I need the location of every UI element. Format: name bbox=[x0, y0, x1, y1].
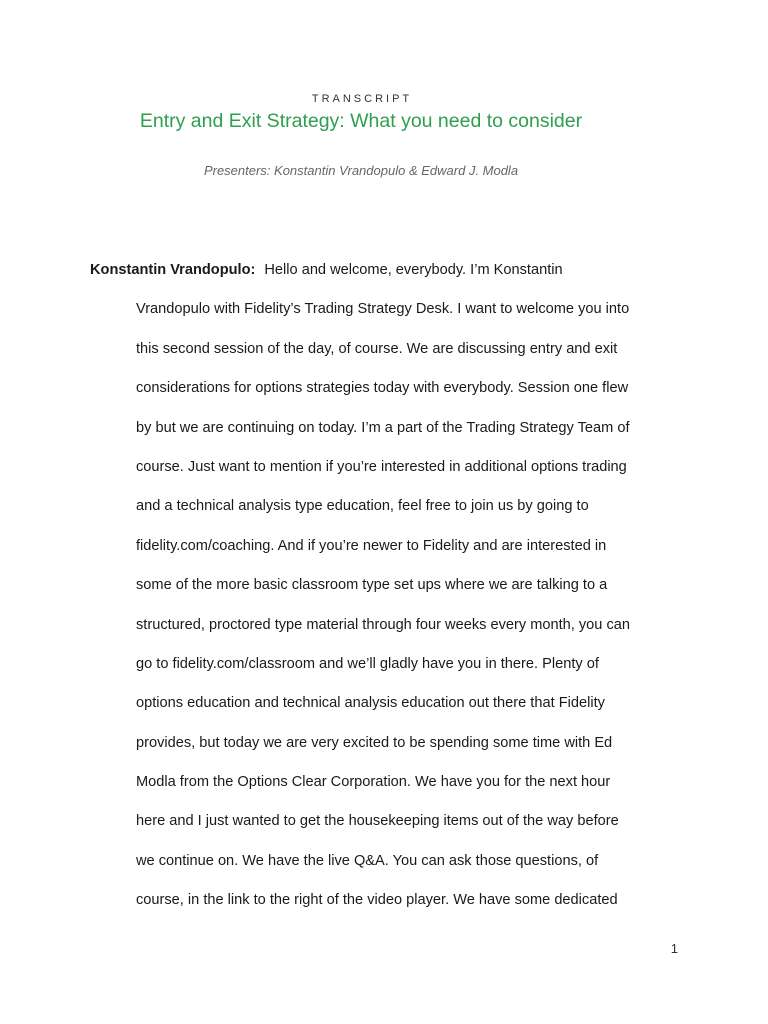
document-title: Entry and Exit Strategy: What you need to consider bbox=[139, 110, 583, 132]
presenters-line: Presenters: Konstantin Vrandopulo & Edward J. Modla bbox=[203, 163, 519, 178]
speaker-name: Konstantin Vrandopulo: bbox=[90, 262, 256, 278]
transcript-body bbox=[90, 255, 674, 925]
transcript-line: here and I just wanted to get the housekeeping items out of the way before bbox=[136, 813, 619, 830]
transcript-line: we continue on. We have the live Q&A. You can ask those questions, of bbox=[136, 852, 599, 869]
transcript-line: course. Just want to mention if you’re interested in additional options trading bbox=[136, 458, 627, 475]
transcript-line: this second session of the day, of course. We are discussing entry and exit bbox=[136, 340, 618, 357]
transcript-line: Vrandopulo with Fidelity’s Trading Strategy Desk. I want to welcome you into bbox=[136, 301, 630, 318]
transcript-line: considerations for options strategies today with everybody. Session one flew bbox=[136, 380, 629, 397]
transcript-line: and a technical analysis type education, feel free to join us by going to bbox=[136, 498, 589, 515]
transcript-line: course, in the link to the right of the video player. We have some dedicated bbox=[136, 892, 618, 909]
transcript-line: fidelity.com/coaching. And if you’re newer to Fidelity and are interested in bbox=[136, 537, 607, 554]
document-eyebrow: TRANSCRIPT bbox=[311, 93, 413, 105]
transcript-line: go to fidelity.com/classroom and we’ll gladly have you in there. Plenty of bbox=[136, 655, 599, 672]
transcript-line: structured, proctored type material through four weeks every month, you can bbox=[136, 616, 630, 633]
transcript-line: Modla from the Options Clear Corporation. We have you for the next hour bbox=[136, 774, 611, 791]
transcript-line: provides, but today we are very excited to be spending some time with Ed bbox=[136, 734, 613, 751]
transcript-line-text: Hello and welcome, everybody. I’m Konstantin bbox=[264, 262, 563, 278]
page-number: 1 bbox=[670, 941, 678, 956]
transcript-line: some of the more basic classroom type set ups where we are talking to a bbox=[136, 577, 608, 594]
transcript-line bbox=[90, 255, 674, 294]
transcript-line: by but we are continuing on today. I’m a part of the Trading Strategy Team of bbox=[136, 419, 630, 436]
transcript-line: options education and technical analysis education out there that Fidelity bbox=[136, 695, 605, 712]
